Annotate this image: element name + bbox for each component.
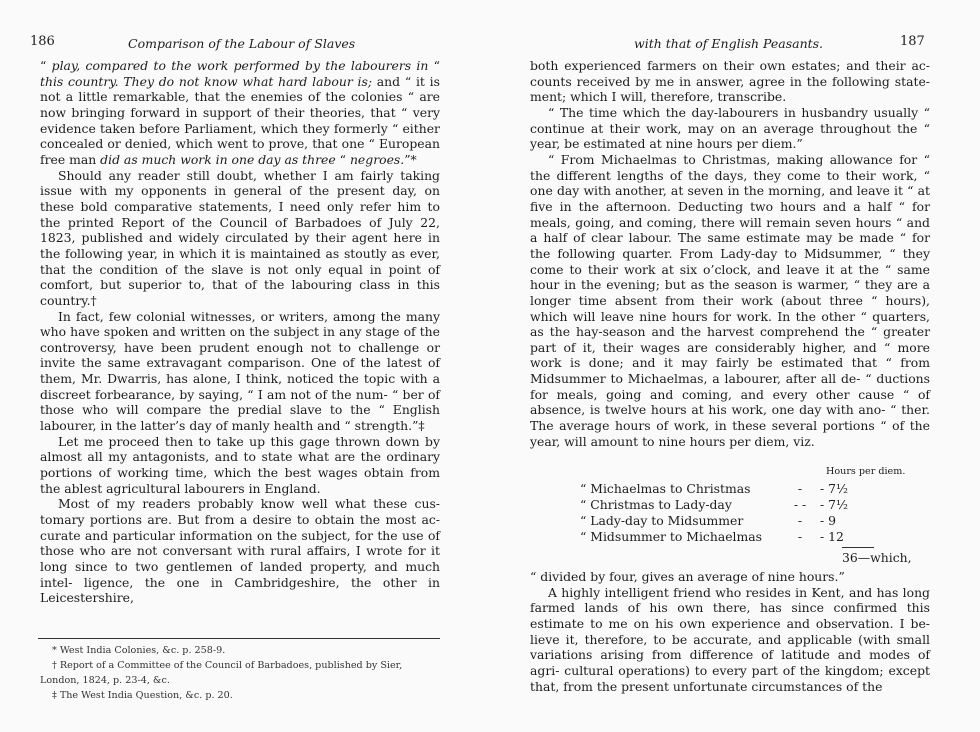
row-label: “ Lady-day to Midsummer (580, 513, 744, 528)
paragraph: both experienced farmers on their own estates; and their ac- counts received by me in answer, agree in the following state- ment; which I will, therefore, transcribe. (530, 58, 930, 105)
table-row (580, 497, 860, 513)
row-label: “ Christmas to Lady-day (580, 497, 732, 512)
paragraph: In fact, few colonial witnesses, or writers, among the many who have spoken and written on the subject in any stage of the controversy, have been prudent enough not to challenge or invite the same extravagant comparison. One of the latest of them, Mr. Dwarris, has alone, I think, noticed the topic with a discreet forbearance, by saying, “ I am not of the num- “ ber of those who will compare the predial slave to the “ English labourer, in the latter’s day of manly health and “ strength.”‡ (40, 308, 440, 434)
page-number: 187 (900, 34, 925, 49)
footnotes (40, 643, 440, 703)
quote-text-run: “ (335, 151, 350, 167)
row-value: - 7½ (820, 497, 849, 512)
row-label: “ Midsummer to Michaelmas (580, 529, 763, 544)
left-page-header (0, 34, 490, 54)
row-dash: - (797, 481, 803, 496)
quote-text-run: “ (428, 58, 440, 73)
row-value: - 7½ (820, 481, 849, 496)
right-page-body-top (530, 58, 930, 449)
quote-continuation (40, 58, 440, 168)
table-header: Hours per diem. (826, 466, 906, 477)
quote-text-run: ”* (404, 151, 417, 167)
table-total: 36—which, (842, 550, 912, 565)
table-row (580, 529, 860, 545)
block-quote: “ The time which the day-labourers in husbandry usually “ continue at their work, may on an average throughout the “ year, be estimated at nine hours per diem.” (530, 104, 930, 152)
table-row (580, 481, 860, 497)
row-value: - 9 (820, 513, 837, 528)
right-page (490, 0, 980, 732)
row-dash: - (797, 513, 803, 528)
row-value: - 12 (820, 529, 844, 544)
quote-text-run: “ (40, 58, 52, 73)
footnote: ‡ The West India Question, &c. p. 20. (52, 690, 233, 701)
running-head: with that of English Peasants. (634, 36, 824, 51)
row-dash: - - (793, 497, 807, 512)
hours-table (580, 481, 860, 545)
running-head: Comparison of the Labour of Slaves (128, 36, 356, 51)
quote-text-run: and “ it is not a little remarkable, that the enemies of the colonies “ are now bringing forward in support of their theories, that “ very evidence taken before Parliament, which they formerly “ either concealed or denied, which went to prove, that one “ European free man (40, 73, 440, 167)
paragraph: Should any reader still doubt, whether I am fairly taking issue with my opponents in general of the present day, on these bold comparative statements, I need only refer him to the printed Report of the Council of Barbadoes of July 22, 1823, published and widely circulated by their agent here in the following year, in which it is maintained as stoutly as ever, that the condition of the slave is not only equal in point of comfort, but superior to, that of the labouring class in this country.† (40, 167, 440, 308)
quote-text-run: did as much work in one day as three (100, 151, 336, 167)
paragraph: Most of my readers probably know well what these cus- tomary portions are. But from a desire to obtain the most ac- curate and particular information on the subject, for the use of those who are not conversant with rural affairs, I wrote for it long since to two gentlemen of landed property, and much intel- ligence, the one in Cambridgeshire, the other in Leicestershire, (40, 496, 440, 606)
footnote: † Report of a Committee of the Council of Barbadoes, published by Sier, London, 1824, p. 23-4, &c. (40, 660, 403, 686)
block-quote: “ From Michaelmas to Christmas, making allowance for “ the different lengths of the days, they come to their work, “ one day with another, at seven in the morning, and leave it “ at five in the afternoon. Deducting two hours and a half “ for meals, going, and coming, there will remain seven hours “ and a half of clear labour. The same estimate may be made “ for the following quarter. From Lady-day to Midsummer, “ they come to their work at six o’clock, and leave it at the “ same hour in the evening; but as the season is warmer, “ they are a longer time absent from their work (about three “ hours), which will leave nine hours for work. In the other “ quarters, as the hay-season and the harvest comprehend the “ greater part of it, their wages are considerably higher, and “ more work is done; and it may fairly be estimated that “ from Midsummer to Michaelmas, a labourer, after all de- “ ductions for meals, going and coming, and every other cause “ of absence, is twelve hours at his work, one day with ano- “ ther. The average hours of work, in these several portions “ of the year, will amount to nine hours per diem, viz. (530, 151, 930, 449)
sum-rule (842, 547, 874, 548)
page-number: 186 (30, 34, 55, 49)
footnote: * West India Colonies, &c. p. 258-9. (52, 645, 226, 656)
right-page-header (490, 34, 980, 54)
quote-text-run: play, compared to the work performed by the labourers in (51, 58, 429, 73)
right-page-body-bottom (530, 569, 930, 694)
paragraph: A highly intelligent friend who resides in Kent, and has long farmed lands of his own there, has since confirmed this estimate to me on his own experience and observation. I be- lieve it, therefore, to be accurate, and applicable (with small variations arising from difference of latitude and modes of agri- cultural operations) to every part of the kingdom; except that, from the present unfortunate circumstances of the (530, 584, 930, 694)
quote-text-run: this country. They do not know what hard labour is; (40, 73, 373, 89)
quote-text-run: negroes. (349, 151, 405, 167)
block-quote: “ divided by four, gives an average of nine hours.” (530, 569, 845, 584)
table-row (580, 513, 860, 529)
footnote-rule (38, 638, 440, 639)
paragraph: Let me proceed then to take up this gage thrown down by almost all my antagonists, and to state what are the ordinary portions of working time, which the best wages obtain from the ablest agricultural labourers in England. (40, 433, 440, 496)
row-label: “ Michaelmas to Christmas (580, 481, 751, 496)
row-dash: - (797, 529, 803, 544)
left-page-body (40, 58, 440, 606)
